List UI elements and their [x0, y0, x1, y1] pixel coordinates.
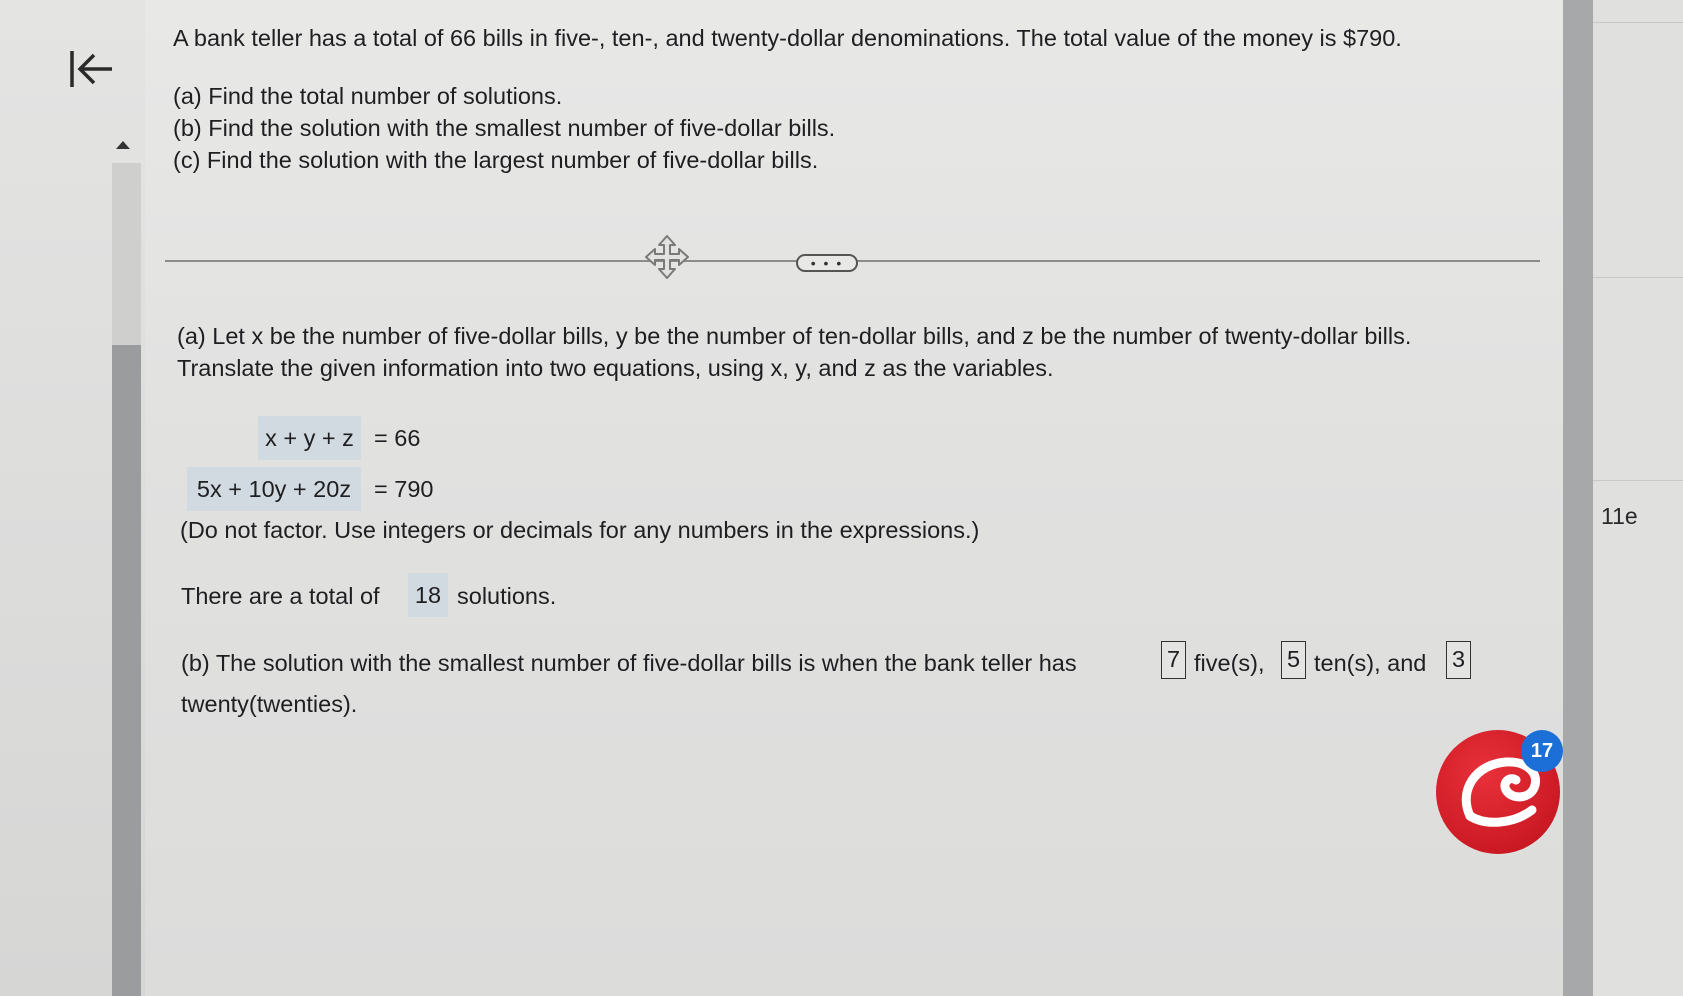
- problem-part-a: (a) Find the total number of solutions.: [173, 83, 563, 109]
- solutions-suffix: solutions.: [457, 583, 557, 609]
- right-divider: [1593, 480, 1683, 481]
- fives-label: five(s),: [1194, 650, 1265, 676]
- fives-answer[interactable]: 7: [1161, 641, 1186, 679]
- twenties-answer[interactable]: 3: [1446, 641, 1471, 679]
- right-divider: [1593, 277, 1683, 278]
- move-arrows-icon[interactable]: [644, 234, 690, 280]
- equation2-rhs: = 790: [374, 476, 434, 502]
- part-a-instruction-line2: Translate the given information into two equations, using x, y, and z as the variables.: [177, 355, 1054, 381]
- notification-count: 17: [1521, 730, 1563, 772]
- right-divider: [1593, 22, 1683, 23]
- solutions-prefix: There are a total of: [181, 583, 380, 609]
- part-b-line2: twenty(twenties).: [181, 691, 358, 717]
- equation1-answer[interactable]: x + y + z: [258, 416, 361, 460]
- right-panel: [1593, 0, 1683, 996]
- right-scrollbar[interactable]: [1563, 0, 1593, 996]
- part-a-instruction-line1: (a) Let x be the number of five-dollar bills, y be the number of ten-dollar bills, and z be the number of twenty-dollar bills.: [177, 323, 1412, 349]
- arrow-left-to-bar-icon: [68, 47, 116, 91]
- more-options-button[interactable]: [796, 254, 858, 272]
- more-label: • • •: [810, 255, 844, 271]
- triangle-up-icon[interactable]: [116, 141, 130, 149]
- problem-part-c: (c) Find the solution with the largest number of five-dollar bills.: [173, 147, 819, 173]
- notification-badge[interactable]: [1436, 730, 1562, 856]
- part-b-prefix: (b) The solution with the smallest number of five-dollar bills is when the bank teller has: [181, 650, 1077, 676]
- tens-label: ten(s), and: [1314, 650, 1427, 676]
- solutions-count-answer[interactable]: 18: [408, 573, 448, 617]
- equation2-answer[interactable]: 5x + 10y + 20z: [187, 467, 361, 511]
- equation1-rhs: = 66: [374, 425, 421, 451]
- collapse-panel-button[interactable]: [66, 44, 118, 94]
- tens-answer[interactable]: 5: [1281, 641, 1306, 679]
- problem-part-b: (b) Find the solution with the smallest number of five-dollar bills.: [173, 115, 836, 141]
- problem-statement: A bank teller has a total of 66 bills in five-, ten-, and twenty-dollar denominations. The total value of the money is $790.: [173, 25, 1402, 51]
- format-note: (Do not factor. Use integers or decimals for any numbers in the expressions.): [180, 517, 980, 543]
- side-label: 11e: [1601, 503, 1638, 529]
- left-scrollbar-thumb[interactable]: [112, 345, 141, 996]
